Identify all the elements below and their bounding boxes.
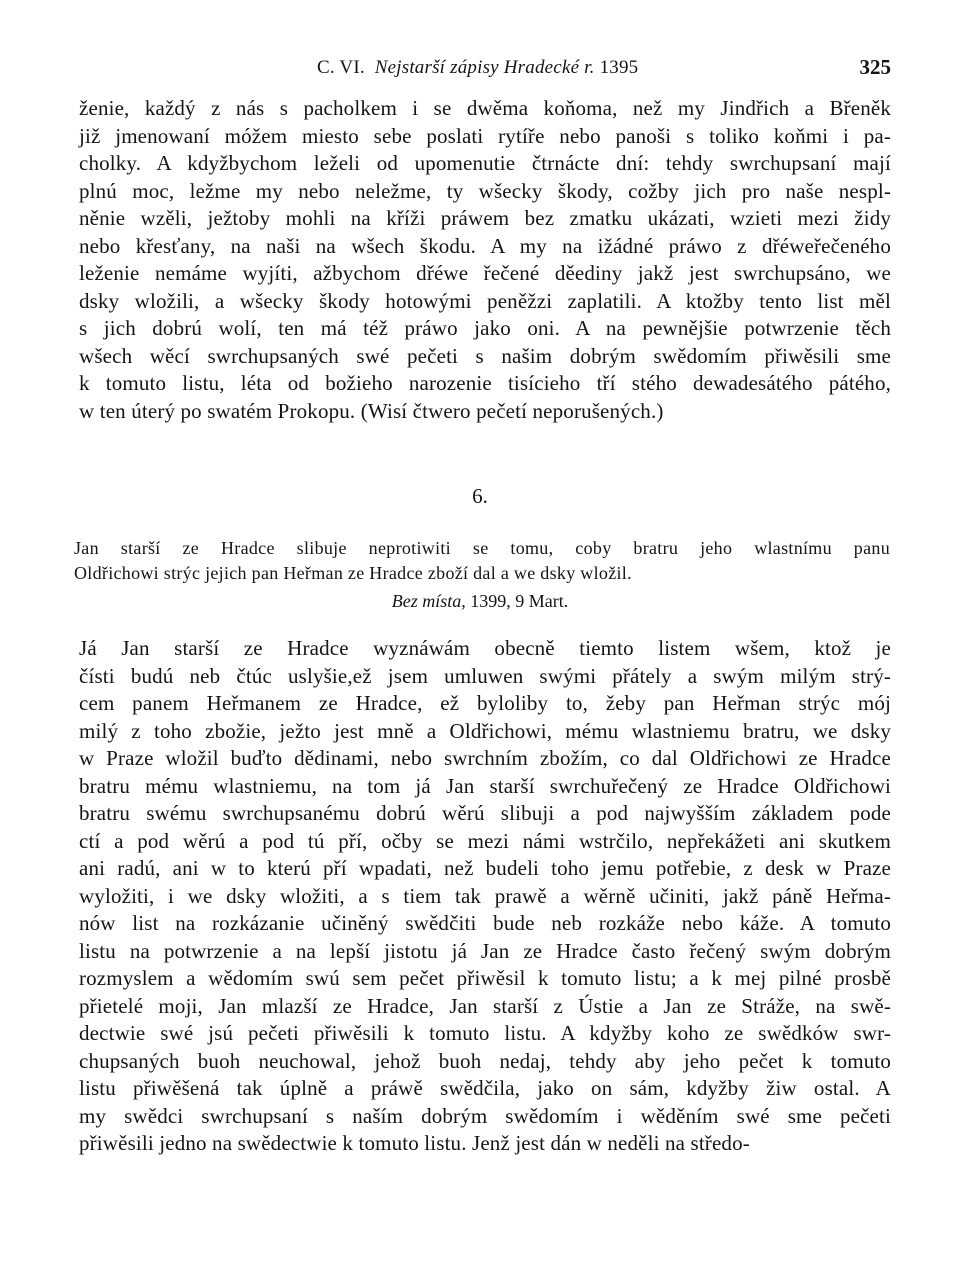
text-line: dsky wložili, a wšecky škody hotowými peněžzi zaplatili. A ktožby tento list měl: [79, 288, 891, 313]
text-line: cholky. A kdyžbychom leželi od upomenutie čtrnácte dní: tehdy swrchupsaní mají: [79, 151, 891, 175]
text-line: něnie wzěli, ježtoby mohli na kříži práwem bez zmatku ukázati, wzieti mezi židy: [79, 206, 891, 230]
book-title: Nejstarší zápisy Hradecké r.: [374, 57, 595, 78]
text-line: s jich dobrú wolí, ten má též práwo jako oni. A na pewnějšie potwrzenie těch: [79, 316, 891, 340]
text-line: dectwie swé jsú pečeti přiwěsili k tomuto listu. A kdyžby koho ze swědków swr-: [79, 1021, 891, 1045]
text-line: bratru mému wlastniemu, na tom já Jan starší swrchuřečený ze Hradce Oldřichowi: [79, 773, 891, 798]
text-line: wyložiti, i we dsky wložiti, a s tiem tak prawě a wěrně učiniti, jakž páně Heřma-: [79, 883, 891, 908]
running-header: [0, 57, 960, 91]
text-line: Jan starší ze Hradce slibuje neprotiwiti se tomu, coby bratru jeho wlastnímu panu: [74, 538, 890, 558]
text-line: ani radú, ani w to kterú pří wpadati, než budeli toho jemu potřebie, z desk w Praze: [79, 856, 891, 880]
text-line: wšech wěcí swrchupsaných swé pečeti s našim dobrým swědomím přiwěsili sme: [79, 343, 891, 368]
page-number: 325: [859, 55, 891, 79]
text-line: přiwěsili jedno na swědectwie k tomuto listu. Jenž jest dán w neděli na středo-: [79, 1131, 750, 1155]
place-date-line: [0, 591, 960, 612]
date: 1399, 9 Mart.: [470, 591, 569, 611]
paragraph-continued: [79, 95, 891, 425]
text-line: Oldřichowi strýc jejich pan Heřman ze Hradce zboží dal a we dsky wložil.: [74, 563, 632, 583]
text-line: chupsaných buoh neuchowal, jehož buoh nedaj, tehdy aby jeho pečet k tomuto: [79, 1048, 891, 1073]
section-number: 6.: [472, 484, 488, 508]
section-summary: [74, 536, 890, 586]
paragraph-charter: [79, 635, 891, 1158]
text-line: Já Jan starší ze Hradce wyznáwám obecně tiemto listem wšem, ktož je: [79, 636, 891, 660]
text-line: bratru swému swrchupsanému dobrú wěrú slibuji a pod najwyšším základem pode: [79, 801, 891, 825]
text-line: listu na potwrzenie a na lepší jistotu já Jan ze Hradce často řečený swým dobrým: [79, 938, 891, 963]
text-line: listu přiwěšená tak úplně a práwě swědčila, jako on sám, kdyžby žiw ostal. A: [79, 1076, 891, 1100]
text-line: my swědci swrchupsaní s naším dobrým swědomím i wěděním swé sme pečeti: [79, 1103, 891, 1128]
text-line: nów list na rozkázanie učiněný swědčiti bude neb rozkáže nebo káže. A tomuto: [79, 911, 891, 935]
header-year: 1395: [599, 57, 639, 78]
text-line: leženie nemáme wyjíti, ažbychom dřéwe řečené děediny jakž jest swrchupsáno, we: [79, 261, 891, 285]
text-line: nebo křesťany, na naši na wšech škodu. A my na ižádné práwo z dřéweřečeného: [79, 233, 891, 258]
text-line: w Praze wložil buďto dědinami, nebo swrchním zbožím, co dal Oldřichowi ze Hradce: [79, 746, 891, 770]
text-line: w ten úterý po swatém Prokopu. (Wisí čtwero pečetí neporušených.): [79, 398, 664, 423]
chapter-label: C. VI.: [317, 57, 365, 78]
text-line: čísti budú neb čtúc uslyšie,ež jsem umluwen swými přátely a swým milým strý-: [79, 663, 891, 688]
text-line: již jmenowaní móžem miesto sebe poslati rytíře nebo panoši s toliko koňmi i pa-: [79, 123, 891, 148]
place: Bez místa,: [391, 591, 466, 611]
text-line: přietelé moji, Jan mlazší ze Hradce, Jan starší z Ústie a Jan ze Stráže, na swě-: [79, 993, 891, 1018]
text-line: ctí a pod wěrú a pod tú pří, očby se mezi námi wstrčilo, nepřekážeti ani skutkem: [79, 828, 891, 853]
text-line: milý z toho zbožie, ježto jest mně a Oldřichowi, mému wlastniemu bratru, we dsky: [79, 718, 891, 743]
text-line: rozmyslem a wědomím swú sem pečet přiwěsil k tomuto listu; a k mej pilné prosbě: [79, 966, 891, 990]
text-line: k tomuto listu, léta od božieho narozenie tisícieho tří stého dewadesátého pátého,: [79, 371, 891, 395]
text-line: plnú moc, ležme my nebo neležme, ty wšecky škody, cožby jich pro naše nespl-: [79, 178, 891, 203]
running-title: [317, 57, 638, 79]
text-line: ženie, každý z nás s pacholkem i se dwěma koňoma, než my Jindřich a Břeněk: [79, 96, 891, 120]
text-line: cem panem Heřmanem ze Hradce, ež byloliby to, žeby pan Heřman strýc mój: [79, 691, 891, 715]
